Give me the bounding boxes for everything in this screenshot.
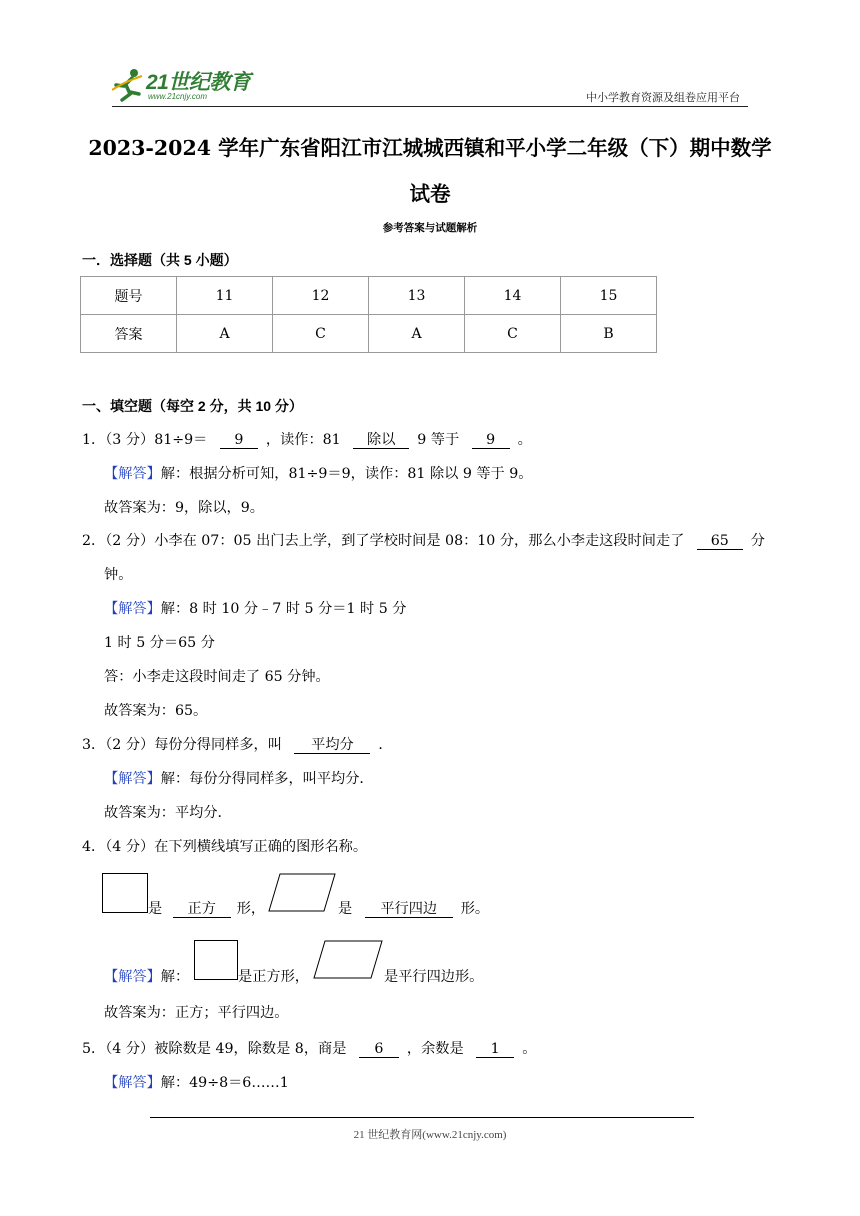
solution-text: 解：每份分得同样多，叫平均分．	[160, 771, 374, 787]
question-5	[82, 1038, 536, 1058]
q3-text: ．	[378, 737, 393, 753]
table-row	[81, 315, 657, 353]
table-cell: 12	[273, 277, 369, 315]
answer-label: 【解答】	[104, 1075, 161, 1091]
q2-solution	[104, 598, 406, 618]
table-cell: 13	[369, 277, 465, 315]
q2-text: 2．（2 分）小李在 07：05 出门去上学，到了学校时间是 08：10 分，那么小李走这段时间走了	[82, 533, 685, 549]
answer-table	[80, 276, 657, 353]
footer-text: 21 世纪教育网(www.21cnjy.com)	[353, 1129, 507, 1141]
q5-blank-2: 1	[476, 1042, 514, 1058]
q4-solution-c: 是平行四边形。	[384, 969, 484, 985]
q2-blank-1: 65	[697, 534, 743, 550]
footer-divider	[150, 1117, 694, 1118]
q1-blank-1: 9	[220, 433, 258, 449]
q3-solution	[104, 768, 374, 788]
q1-answer: 故答案为：9，除以，9。	[104, 500, 264, 516]
q2-text: 分	[750, 533, 765, 549]
question-1	[82, 429, 532, 449]
q4-blank-1: 正方	[173, 902, 231, 918]
runner-logo-icon	[112, 68, 144, 102]
square-shape	[102, 873, 148, 913]
table-cell: C	[465, 315, 561, 353]
table-cell: 答案	[81, 315, 177, 353]
solution-text: 解：49÷8＝6……1	[160, 1075, 289, 1091]
table-cell: A	[177, 315, 273, 353]
q2-solution-2: 1 时 5 分＝65 分	[104, 635, 215, 651]
square-shape	[194, 940, 238, 980]
q4-text: 形。	[460, 901, 490, 917]
q5-text: ，余数是	[406, 1041, 464, 1057]
table-row	[81, 277, 657, 315]
question-2	[82, 530, 765, 550]
parallelogram-shape	[268, 873, 336, 913]
q4-line-1b	[338, 898, 489, 918]
q2-solution-3: 答：小李走这段时间走了 65 分钟。	[104, 669, 330, 685]
question-3	[82, 734, 393, 754]
q5-text: 。	[522, 1041, 537, 1057]
site-logo	[112, 66, 262, 108]
table-cell: B	[561, 315, 657, 353]
q4-text: 是	[338, 901, 353, 917]
title-line-2: 试卷	[409, 182, 451, 206]
answer-label: 【解答】	[104, 466, 161, 482]
header-divider	[112, 106, 748, 107]
table-cell: 11	[177, 277, 273, 315]
page-subtitle: 参考答案与试题解析	[382, 222, 478, 234]
q4-line-1	[148, 898, 265, 918]
q4-answer: 故答案为：正方；平行四边。	[104, 1005, 289, 1021]
table-cell: C	[273, 315, 369, 353]
q4-solution-b: 是正方形，	[238, 969, 309, 985]
q2-text-cont: 钟。	[104, 567, 133, 583]
q5-blank-1: 6	[359, 1042, 399, 1058]
q1-solution	[104, 463, 532, 483]
table-cell: 15	[561, 277, 657, 315]
page-title	[60, 125, 800, 217]
q4-blank-2: 平行四边	[365, 902, 453, 918]
question-4: 4．（4 分）在下列横线填写正确的图形名称。	[82, 839, 368, 855]
solution-text: 解：8 时 10 分﹣7 时 5 分＝1 时 5 分	[160, 601, 407, 617]
q5-text: 5．（4 分）被除数是 49，除数是 8，商是	[82, 1041, 347, 1057]
logo-text: 21世纪教育	[146, 71, 251, 94]
q4-text: 是	[148, 901, 163, 917]
q1-blank-2: 除以	[353, 433, 409, 449]
table-cell: 题号	[81, 277, 177, 315]
answer-label: 【解答】	[104, 601, 161, 617]
parallelogram-shape	[313, 940, 383, 980]
answer-label: 【解答】	[104, 771, 161, 787]
section2-heading: 一、填空题（每空 2 分，共 10 分）	[82, 398, 303, 414]
q3-blank-1: 平均分	[294, 738, 370, 754]
logo-url: www.21cnjy.com	[148, 92, 207, 101]
solution-text: 解：根据分析可知，81÷9＝9，读作：81 除以 9 等于 9。	[160, 466, 533, 482]
q2-answer: 故答案为：65。	[104, 703, 208, 719]
q1-text: 9 等于	[417, 432, 460, 448]
q4-text: 形，	[236, 901, 266, 917]
q5-solution	[104, 1072, 289, 1092]
q1-text: 1．（3 分）81÷9＝	[82, 432, 208, 448]
q3-text: 3．（2 分）每份分得同样多，叫	[82, 737, 282, 753]
title-line-1: 2023-2024 学年广东省阳江市江城城西镇和平小学二年级（下）期中数学	[88, 136, 772, 160]
q1-blank-3: 9	[472, 433, 510, 449]
q1-text: 。	[517, 432, 532, 448]
answer-label: 【解答】	[104, 969, 161, 985]
table-cell: A	[369, 315, 465, 353]
section1-heading: 一．选择题（共 5 小题）	[82, 252, 238, 268]
table-cell: 14	[465, 277, 561, 315]
header-platform-text: 中小学教育资源及组卷应用平台	[586, 92, 740, 104]
q4-solution	[104, 966, 189, 986]
solution-text: 解：	[160, 969, 190, 985]
q3-answer: 故答案为：平均分．	[104, 805, 232, 821]
q1-text: ，读作：81	[265, 432, 341, 448]
